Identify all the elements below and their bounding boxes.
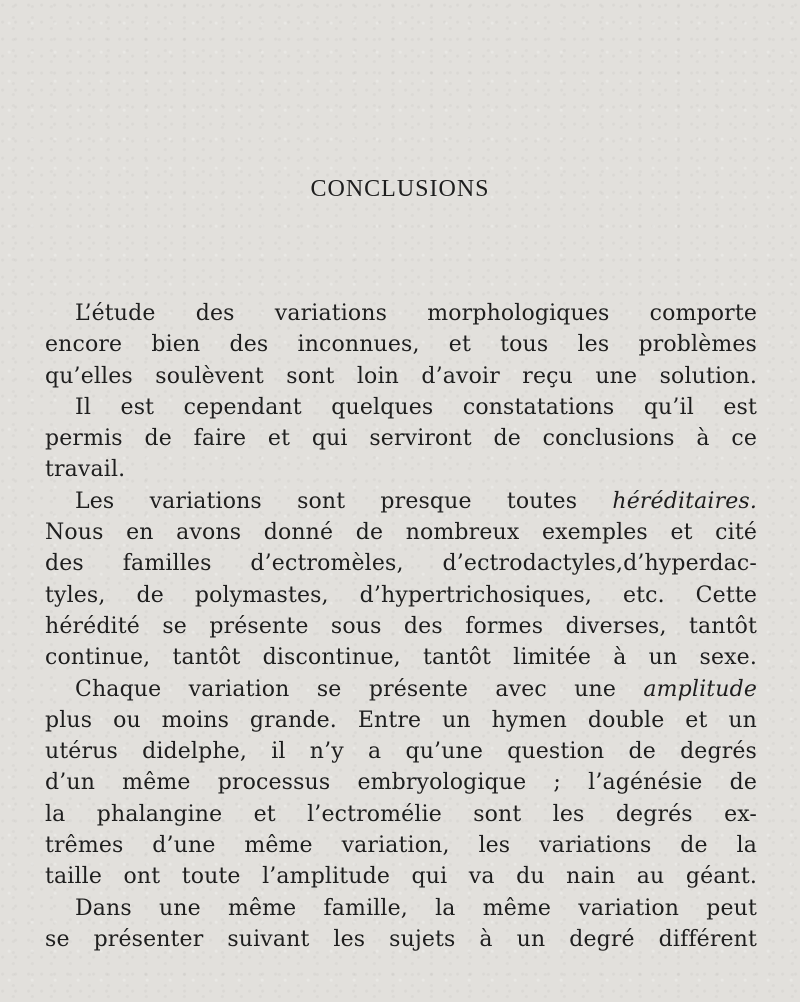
text-line: tyles, de polymastes, d’hypertrichosiques, etc. Cette — [45, 582, 757, 608]
text-line: se présenter suivant les sujets à un degré différent — [45, 926, 757, 952]
text-line: encore bien des inconnues, et tous les problèmes — [45, 332, 757, 358]
text-line: travail. — [45, 457, 126, 483]
italic-term: héréditaires. — [612, 488, 757, 514]
text-line: continue, tantôt discontinue, tantôt limitée à un sexe. — [45, 645, 757, 671]
text-line: la phalangine et l’ectromélie sont les degrés ex- — [45, 801, 757, 827]
text-line: Nous en avons donné de nombreux exemples et cité — [45, 520, 757, 546]
body-text — [45, 298, 757, 955]
chapter-heading: CONCLUSIONS — [310, 176, 490, 202]
text-line: des familles d’ectromèles, d’ectrodactyles,d’hyperdac- — [45, 551, 757, 577]
text-line: taille ont toute l’amplitude qui va du nain au géant. — [45, 864, 757, 890]
text-line: trêmes d’une même variation, les variations de la — [45, 833, 757, 859]
text-segment: Chaque variation se présente avec une — [75, 676, 617, 702]
text-line — [45, 486, 757, 517]
text-line: Dans une même famille, la même variation peut — [75, 895, 757, 921]
text-line: hérédité se présente sous des formes diverses, tantôt — [45, 613, 757, 639]
text-line: permis de faire et qui serviront de conclusions à ce — [45, 426, 757, 452]
text-line: L’étude des variations morphologiques comporte — [75, 301, 757, 326]
italic-term: amplitude — [643, 676, 757, 702]
text-line — [45, 674, 757, 705]
text-line: plus ou moins grande. Entre un hymen double et un — [45, 707, 757, 733]
text-line: utérus didelphe, il n’y a qu’une question de degrés — [45, 739, 757, 765]
text-line: d’un même processus embryologique ; l’agénésie de — [45, 770, 757, 796]
text-line: Il est cependant quelques constatations qu’il est — [75, 394, 757, 420]
text-segment: Les variations sont presque toutes — [75, 488, 578, 514]
text-line: qu’elles soulèvent sont loin d’avoir reçu une solution. — [45, 363, 757, 389]
